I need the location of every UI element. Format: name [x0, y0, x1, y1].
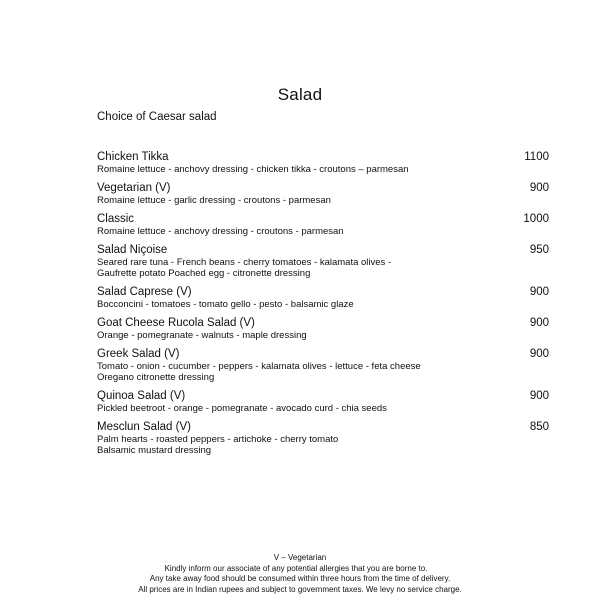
footer-notes: [0, 553, 600, 595]
item-price: 900: [529, 348, 549, 360]
menu-item-chicken-tikka: [97, 151, 549, 175]
vegetarian-legend: V – Vegetarian: [273, 553, 327, 562]
menu-item-classic: [97, 213, 549, 237]
takeaway-note: Any take away food should be consumed within three hours from the time of delivery.: [149, 574, 451, 583]
item-price: 1100: [524, 151, 549, 163]
item-price: 950: [529, 244, 549, 256]
item-price: 900: [529, 182, 549, 194]
menu-item-goat-cheese-rucola-salad: [97, 317, 549, 341]
item-name: Quinoa Salad (V): [97, 390, 186, 402]
menu-item-quinoa-salad: [97, 390, 549, 414]
section-subtitle: Choice of Caesar salad: [97, 111, 217, 123]
item-name: Goat Cheese Rucola Salad (V): [97, 317, 255, 329]
item-description: Bocconcini - tomatoes - tomato gello - pesto - balsamic glaze: [97, 299, 354, 310]
item-price: 1000: [523, 213, 549, 225]
menu-item-salad-nicoise: [97, 244, 549, 279]
item-price: 900: [529, 317, 549, 329]
item-price: 900: [529, 286, 549, 298]
item-name: Mesclun Salad (V): [97, 421, 191, 433]
menu-item-vegetarian: [97, 182, 549, 206]
menu-item-salad-caprese: [97, 286, 549, 310]
price-note: All prices are in Indian rupees and subject to government taxes. We levy no service charge.: [138, 584, 462, 594]
allergy-note: Kindly inform our associate of any potential allergies that you are borne to.: [164, 563, 428, 573]
menu-item-greek-salad: [97, 348, 549, 383]
item-description: Romaine lettuce - anchovy dressing - croutons - parmesan: [97, 226, 344, 237]
menu-list: [97, 151, 549, 463]
item-name: Salad Niçoise: [97, 244, 168, 256]
item-price: 850: [529, 421, 549, 433]
item-name: Greek Salad (V): [97, 348, 180, 360]
item-price: 900: [529, 390, 549, 402]
item-description: Orange - pomegranate - walnuts - maple dressing: [97, 330, 307, 341]
item-name: Chicken Tikka: [97, 151, 169, 163]
item-description: Romaine lettuce - anchovy dressing - chicken tikka - croutons – parmesan: [97, 164, 409, 175]
menu-item-mesclun-salad: [97, 421, 549, 456]
page-title: Salad: [277, 85, 323, 105]
item-name: Classic: [97, 213, 135, 225]
item-description: Romaine lettuce - garlic dressing - croutons - parmesan: [97, 195, 331, 206]
item-description: Pickled beetroot - orange - pomegranate - avocado curd - chia seeds: [97, 403, 387, 414]
item-description: Tomato - onion - cucumber - peppers - kalamata olives - lettuce - feta cheese Oregano citronette dressing: [97, 361, 421, 383]
item-description: Seared rare tuna - French beans - cherry tomatoes - kalamata olives - Gaufrette potato Poached egg - citronette dressing: [97, 257, 392, 279]
item-description: Palm hearts - roasted peppers - artichoke - cherry tomato Balsamic mustard dressing: [97, 434, 339, 456]
item-name: Vegetarian (V): [97, 182, 171, 194]
item-name: Salad Caprese (V): [97, 286, 192, 298]
